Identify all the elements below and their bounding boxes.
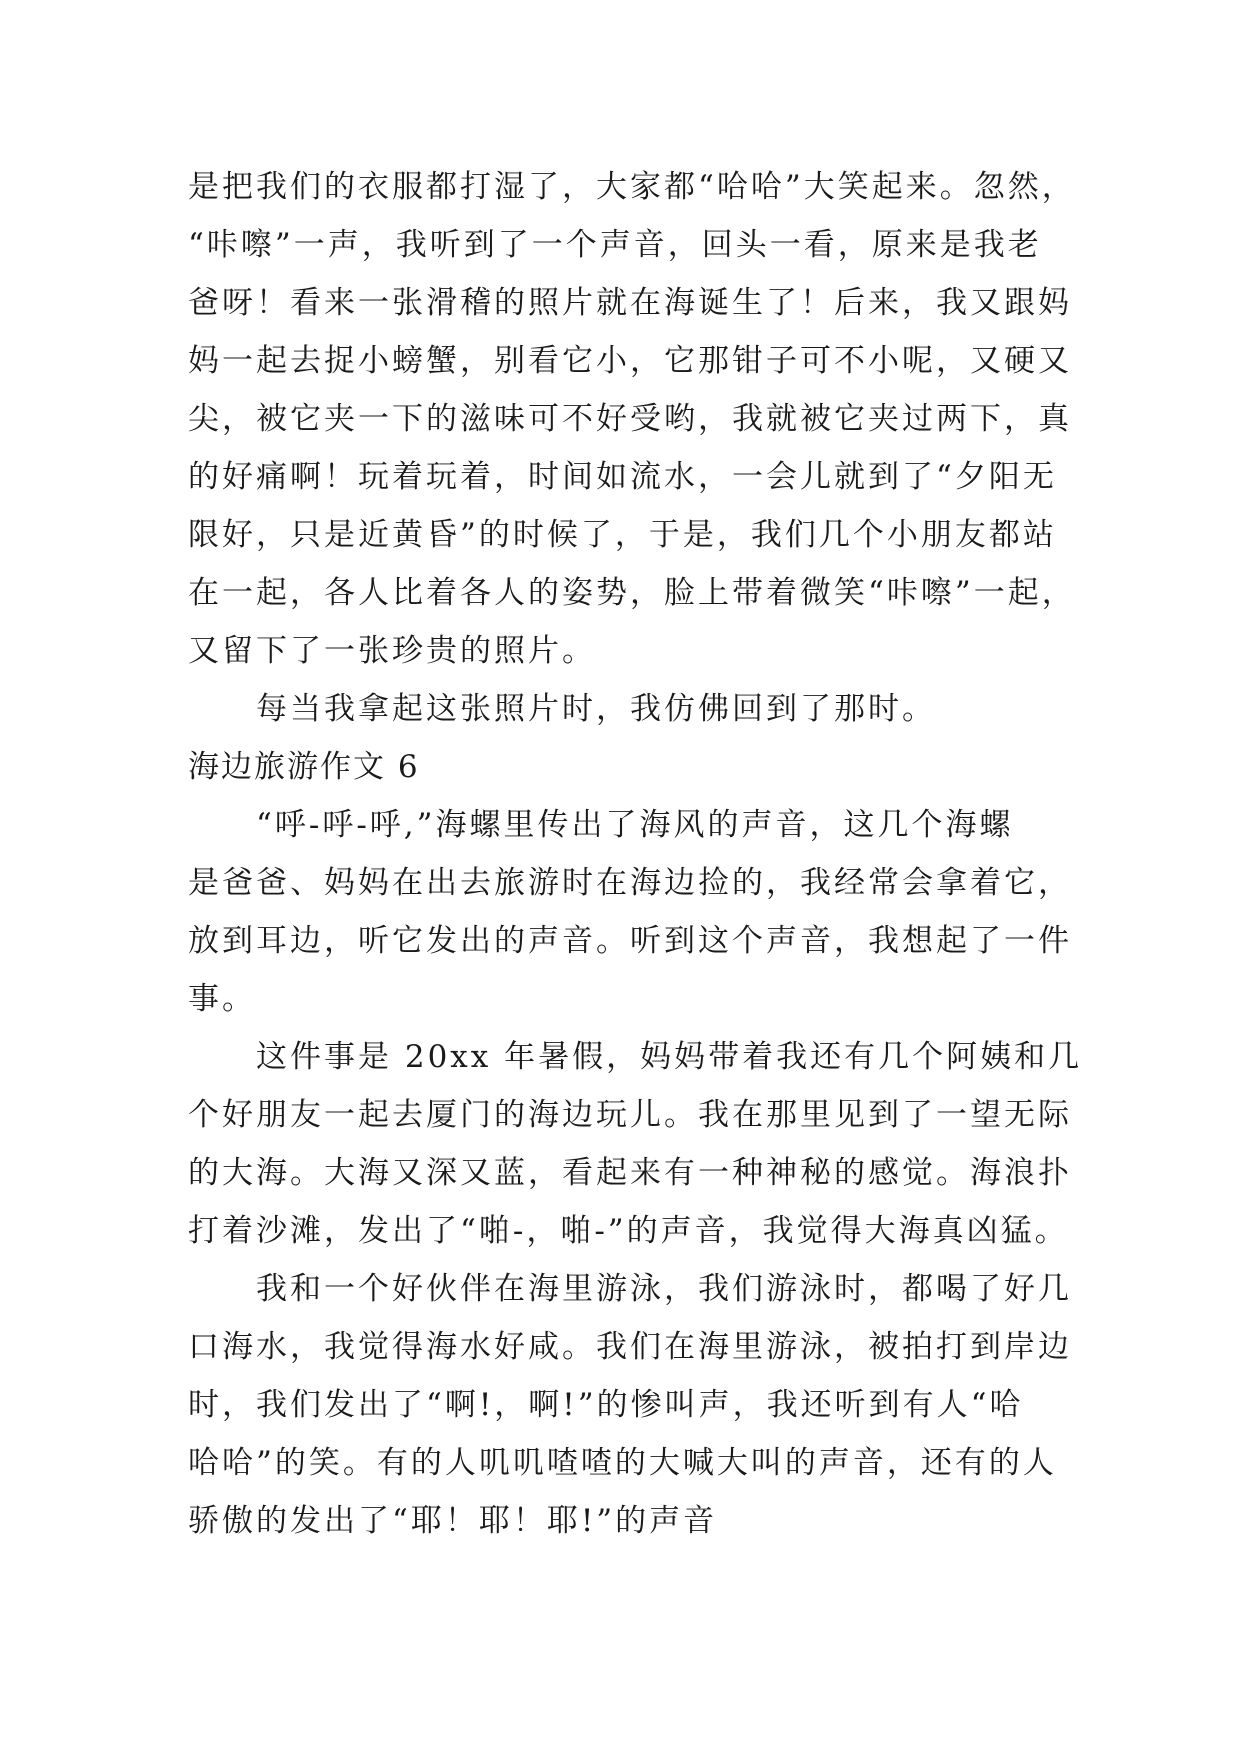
essay-text (188, 158, 1083, 1550)
text-line: 的好痛啊！玩着玩着，时间如流水，一会儿就到了“夕阳无 (188, 459, 1057, 495)
text-line: “呼-呼-呼,”海螺里传出了海风的声音，这几个海螺 (256, 807, 1014, 843)
text-line: 哈哈”的笑。有的人叽叽喳喳的大喊大叫的声音，还有的人 (188, 1445, 1057, 1481)
text-line: 我和一个好伙伴在海里游泳，我们游泳时，都喝了好几 (256, 1271, 1072, 1307)
text-line: 骄傲的发出了“耶！耶！耶!”的声音 (188, 1503, 718, 1539)
text-line: 是爸爸、妈妈在出去旅游时在海边捡的，我经常会拿着它， (188, 865, 1072, 901)
text-line: 时，我们发出了“啊!，啊!”的惨叫声，我还听到有人“哈 (188, 1387, 1024, 1423)
text-line: 放到耳边，听它发出的声音。听到这个声音，我想起了一件 (188, 923, 1072, 959)
text-line: 在一起，各人比着各人的姿势，脸上带着微笑“咔嚓”一起， (188, 575, 1076, 611)
text-line: 爸呀！看来一张滑稽的照片就在海诞生了！后来，我又跟妈 (188, 285, 1072, 321)
text-line: “咔嚓”一声，我听到了一个声音，回头一看，原来是我老 (188, 227, 1042, 263)
section-heading: 海边旅游作文 6 (188, 749, 420, 785)
text-line: 个好朋友一起去厦门的海边玩儿。我在那里见到了一望无际 (188, 1097, 1072, 1133)
text-line: 是把我们的衣服都打湿了，大家都“哈哈”大笑起来。忽然， (188, 169, 1076, 205)
text-line: 这件事是 20xx 年暑假，妈妈带着我还有几个阿姨和几 (256, 1039, 1083, 1075)
text-line: 妈一起去捉小螃蟹，别看它小，它那钳子可不小呢，又硬又 (188, 343, 1072, 379)
text-line: 打着沙滩，发出了“啪-，啪-”的声音，我觉得大海真凶猛。 (188, 1213, 1069, 1249)
text-line: 限好，只是近黄昏”的时候了，于是，我们几个小朋友都站 (188, 517, 1057, 553)
text-line: 口海水，我觉得海水好咸。我们在海里游泳，被拍打到岸边 (188, 1329, 1072, 1365)
text-line: 事。 (188, 981, 256, 1017)
text-line: 的大海。大海又深又蓝，看起来有一种神秘的感觉。海浪扑 (188, 1155, 1072, 1191)
text-line: 每当我拿起这张照片时，我仿佛回到了那时。 (256, 691, 936, 727)
text-line: 尖，被它夹一下的滋味可不好受哟，我就被它夹过两下，真 (188, 401, 1072, 437)
text-line: 又留下了一张珍贵的照片。 (188, 633, 596, 669)
